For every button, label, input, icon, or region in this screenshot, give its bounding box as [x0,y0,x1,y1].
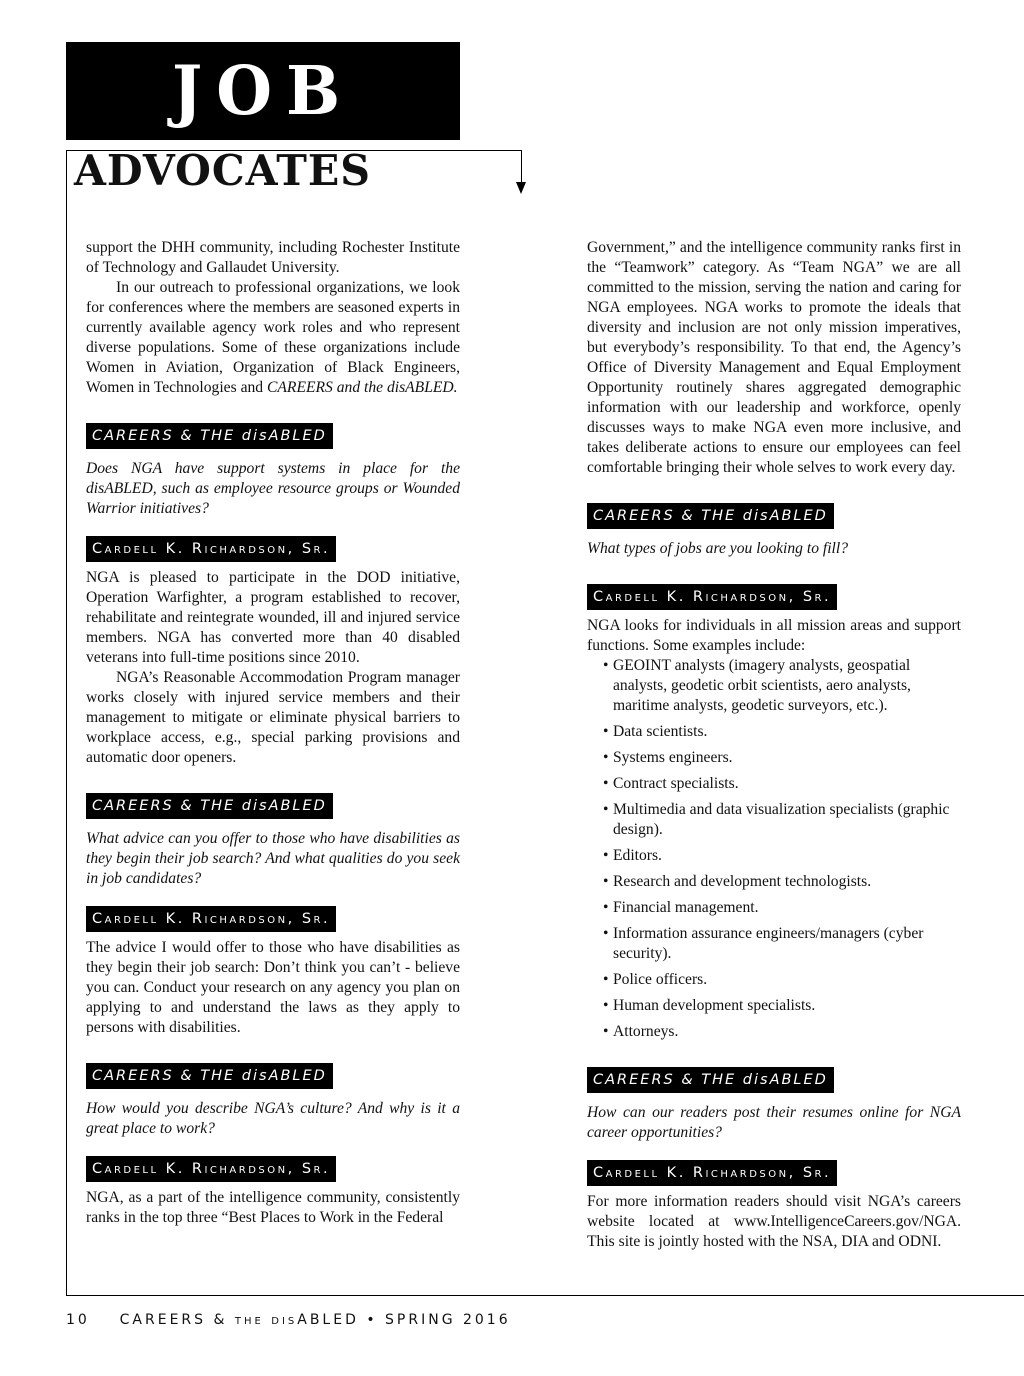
list-item: • Research and development technologists. [587,872,961,892]
interviewee-label-2: Cardell K. Richardson, Sr. [86,906,336,932]
frame-left-rule [66,150,67,1295]
page-footer [66,1312,511,1328]
list-item: • Financial management. [587,898,961,918]
list-item: • Systems engineers. [587,748,961,768]
list-item: • Information assurance engineers/managers (cyber security). [587,924,961,964]
careers-label-4: CAREERS & THE disABLED [587,503,834,529]
footer-bullet: • [366,1312,378,1328]
answer-3: NGA, as a part of the intelligence community, consistently ranks in the top three “Best Places to Work in the Federal [86,1189,460,1226]
list-item: • Attorneys. [587,1022,961,1042]
advocates-title: ADVOCATES [74,146,371,195]
frame-right-rule [521,150,522,184]
right-column [587,238,961,1252]
interviewee-label-3: Cardell K. Richardson, Sr. [86,1156,336,1182]
list-item: • Data scientists. [587,722,961,742]
job-title-box [66,42,460,140]
page-number: 10 [66,1312,90,1328]
answer-2: The advice I would offer to those who have disabilities as they begin their job search: Don’t think you can’t - believe you can. Conduct your research on any agency you plan on applying to and understand the laws as they apply to persons with disabilities. [86,939,460,1036]
footer-issue: SPRING 2016 [385,1312,511,1328]
list-item: • Multimedia and data visualization specialists (graphic design). [587,800,961,840]
careers-label-1: CAREERS & THE disABLED [86,423,333,449]
list-item: • GEOINT analysts (imagery analysts, geospatial analysts, geodetic orbit scientists, aero analysts, maritime analysts, geodetic surveyors, etc.). [587,656,961,716]
right-paragraph-1: Government,” and the intelligence community ranks first in the “Teamwork” category. As “Team NGA” we are all committed to the mission, serving the nation and caring for NGA employees. NGA works to promote the ideals that diversity and inclusion are not only mission imperatives, but everybody’s responsibility. To that end, the Agency’s Office of Diversity Management and Equal Employment Opportunity routinely shares aggregated demographic information with our leadership and workforce, openly discusses ways to make NGA even more inclusive, and takes deliberate actions to ensure our employees can feel comfortable bringing their whole selves to work every day. [587,239,961,476]
question-3: How would you describe NGA’s culture? And why is it a great place to work? [86,1100,460,1137]
arrow-down-icon [516,182,526,194]
interviewee-label-4: Cardell K. Richardson, Sr. [587,584,837,610]
careers-label-3: CAREERS & THE disABLED [86,1063,333,1089]
left-paragraph-2-text: In our outreach to professional organizations, we look for conferences where the members are seasoned experts in currently available agency work roles and who represent diverse populations. Some of these organizations include Women in Aviation, Organization of Black Engineers, Women in Technologies and [86,279,460,396]
answer-1-paragraph-1: NGA is pleased to participate in the DOD initiative, Operation Warfighter, a program established to recover, rehabilitate and reintegrate wounded, ill and injured service members. NGA has converted more than 40 disabled veterans into full-time positions since 2010. [86,569,460,666]
magazine-name-italic: CAREERS and the disABLED. [267,379,458,396]
question-4: What types of jobs are you looking to fill? [587,540,849,557]
interviewee-label-5: Cardell K. Richardson, Sr. [587,1160,837,1186]
question-2: What advice can you offer to those who have disabilities as they begin their job search? And what qualities do you seek in job candidates? [86,830,460,887]
list-item: • Human development specialists. [587,996,961,1016]
question-1: Does NGA have support systems in place for the disABLED, such as employee resource groups or Wounded Warrior initiatives? [86,460,460,517]
list-item: • Editors. [587,846,961,866]
job-title: JOB [171,51,355,131]
answer-5: For more information readers should visit NGA’s careers website located at www.IntelligenceCareers.gov/NGA. This site is jointly hosted with the NSA, DIA and ODNI. [587,1193,961,1250]
interviewee-label-1: Cardell K. Richardson, Sr. [86,536,336,562]
list-item: • Contract specialists. [587,774,961,794]
question-5: How can our readers post their resumes online for NGA career opportunities? [587,1104,961,1141]
left-column [86,238,460,1228]
left-paragraph-2 [86,278,460,398]
careers-label-2: CAREERS & THE disABLED [86,793,333,819]
left-paragraph-1: support the DHH community, including Rochester Institute of Technology and Gallaudet University. [86,239,460,276]
frame-bottom-rule [66,1295,1024,1296]
careers-label-5: CAREERS & THE disABLED [587,1067,834,1093]
answer-1-paragraph-2: NGA’s Reasonable Accommodation Program manager works closely with injured service members and their management to mitigate or eliminate physical barriers to workplace access, e.g., special parking provisions and automatic door openers. [86,669,460,766]
answer-4-intro: NGA looks for individuals in all mission areas and support functions. Some examples include: [587,617,961,654]
list-item: • Police officers. [587,970,961,990]
footer-magazine: CAREERS & the disABLED [119,1312,359,1328]
job-types-list [587,656,961,1042]
